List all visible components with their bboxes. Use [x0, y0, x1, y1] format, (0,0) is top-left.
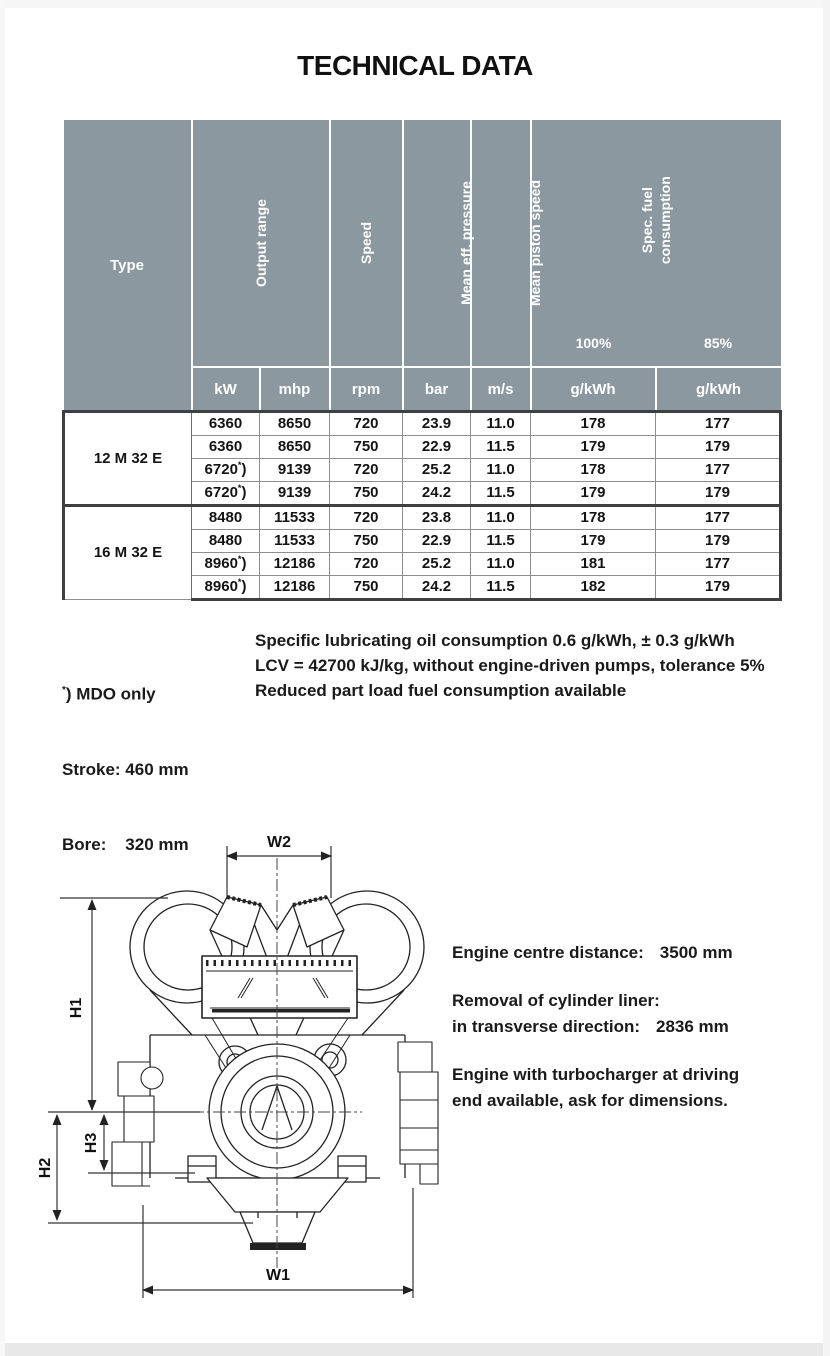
- footnote-bore: Bore: 320 mm: [62, 834, 189, 854]
- liner-removal-value: 2836 mm: [656, 1017, 729, 1036]
- unit-kw: kW: [192, 367, 260, 412]
- table-cell: 11.5: [471, 482, 531, 506]
- mean-piston-speed-label: Mean piston speed: [526, 179, 543, 307]
- table-cell: 182: [531, 576, 656, 600]
- col-header-output-range: [192, 120, 330, 367]
- centre-distance-line: [452, 940, 739, 966]
- charge-air-cooler: [202, 956, 357, 1018]
- valve-cover-left: [210, 897, 261, 947]
- table-cell: 23.9: [403, 412, 471, 436]
- table-cell: 8480: [192, 506, 260, 530]
- table-cell: 11.5: [471, 576, 531, 600]
- dim-label-w1: W1: [266, 1267, 290, 1284]
- table-cell: 178: [531, 506, 656, 530]
- table-cell: 720: [330, 412, 403, 436]
- table-cell: 179: [656, 436, 781, 459]
- table-cell: 750: [330, 530, 403, 553]
- table-cell: 11.0: [471, 459, 531, 482]
- table-cell: 720: [330, 553, 403, 576]
- unit-gkwh-100: g/kWh: [531, 367, 656, 412]
- col-header-spec-fuel-consumption: [531, 120, 781, 320]
- table-cell: 720: [330, 459, 403, 482]
- table-cell: 24.2: [403, 576, 471, 600]
- table-cell: 8650: [260, 436, 330, 459]
- table-cell: 8960*): [192, 576, 260, 600]
- table-cell: 6720*): [192, 482, 260, 506]
- liner-removal-block: [452, 988, 739, 1040]
- table-cell: 6360: [192, 436, 260, 459]
- speed-label: Speed: [358, 221, 375, 265]
- table-header: [64, 120, 781, 412]
- table-cell: 9139: [260, 482, 330, 506]
- table-cell: 11.0: [471, 506, 531, 530]
- centre-distance-label: Engine centre distance:: [452, 943, 644, 962]
- col-header-load-100: 100%: [531, 320, 656, 367]
- table-cell: 181: [531, 553, 656, 576]
- unit-mhp: mhp: [260, 367, 330, 412]
- table-cell: 178: [531, 459, 656, 482]
- unit-bar: bar: [403, 367, 471, 412]
- table-cell: 177: [656, 459, 781, 482]
- technical-data-table: [62, 120, 782, 601]
- engine-drawing: [30, 795, 470, 1340]
- table-cell: 11.5: [471, 530, 531, 553]
- table-cell: 11.0: [471, 412, 531, 436]
- footnote-mdo: *) MDO only: [62, 684, 156, 704]
- page-edge-left: [0, 0, 5, 1356]
- col-header-type: Type: [64, 120, 192, 412]
- col-header-load-85: 85%: [656, 320, 781, 367]
- col-header-mean-piston-speed: [471, 120, 543, 367]
- table-cell: 177: [656, 412, 781, 436]
- dimension-info: [452, 940, 739, 1136]
- table-cell: 8650: [260, 412, 330, 436]
- table-cell: 179: [531, 530, 656, 553]
- table-cell: 11533: [260, 530, 330, 553]
- table-cell: 23.8: [403, 506, 471, 530]
- table-cell: 11.0: [471, 553, 531, 576]
- centre-distance-value: 3500 mm: [659, 943, 733, 962]
- table-cell: 24.2: [403, 482, 471, 506]
- page-edge-right: [823, 0, 830, 1356]
- table-cell: 177: [656, 506, 781, 530]
- engine-type: 12 M 32 E: [64, 412, 192, 506]
- table-cell: 179: [656, 576, 781, 600]
- liner-removal-label: Removal of cylinder liner:: [452, 991, 660, 1010]
- table-cell: 12186: [260, 553, 330, 576]
- table-cell: 9139: [260, 459, 330, 482]
- table-cell: 12186: [260, 576, 330, 600]
- table-cell: 750: [330, 482, 403, 506]
- side-equipment-right: [398, 1042, 438, 1184]
- engine-type: 16 M 32 E: [64, 506, 192, 600]
- page-title: TECHNICAL DATA: [297, 50, 533, 81]
- dim-label-h2: H2: [37, 1157, 54, 1179]
- page-edge-bottom: [0, 1343, 830, 1356]
- unit-rpm: rpm: [330, 367, 403, 412]
- table-cell: 720: [330, 506, 403, 530]
- mean-eff-pressure-label: Mean eff. pressure: [457, 181, 474, 305]
- dim-label-w2: W2: [267, 834, 291, 851]
- table-body: [64, 412, 781, 600]
- spec-fuel-label: Spec. fuel consumption: [638, 176, 674, 264]
- footnote-partload: Reduced part load fuel consumption available: [255, 681, 627, 700]
- table-cell: 179: [531, 482, 656, 506]
- unit-gkwh-85: g/kWh: [656, 367, 781, 412]
- valve-cover-right: [293, 897, 344, 947]
- table-cell: 8960*): [192, 553, 260, 576]
- table-cell: 178: [531, 412, 656, 436]
- table-cell: 22.9: [403, 530, 471, 553]
- col-header-speed: [330, 120, 403, 367]
- table-cell: 11533: [260, 506, 330, 530]
- page-edge-top: [0, 0, 830, 8]
- footnotes-right: [255, 628, 800, 703]
- table-cell: 8480: [192, 530, 260, 553]
- col-header-mean-eff-pressure: [403, 120, 474, 367]
- liner-removal-direction: in transverse direction: 2836 mm: [452, 1017, 729, 1036]
- turbocharger-note: Engine with turbocharger at driving end available, ask for dimensions.: [452, 1065, 740, 1110]
- table-cell: 6720*): [192, 459, 260, 482]
- side-equipment-left: [112, 1062, 163, 1186]
- output-range-label: Output range: [252, 199, 269, 287]
- table-cell: 6360: [192, 412, 260, 436]
- unit-ms: m/s: [471, 367, 531, 412]
- footnote-lcv: LCV = 42700 kJ/kg, without engine-driven pumps, tolerance 5%: [255, 656, 765, 675]
- dim-label-h3: H3: [83, 1132, 100, 1154]
- table-cell: 750: [330, 436, 403, 459]
- dim-w2: [227, 846, 331, 898]
- table-cell: 750: [330, 576, 403, 600]
- dim-label-h1: H1: [68, 997, 85, 1019]
- table-cell: 25.2: [403, 553, 471, 576]
- footnote-lube: Specific lubricating oil consumption 0.6 g/kWh, ± 0.3 g/kWh: [255, 631, 735, 650]
- table-cell: 25.2: [403, 459, 471, 482]
- table-cell: 11.5: [471, 436, 531, 459]
- table-cell: 179: [531, 436, 656, 459]
- table-cell: 177: [656, 553, 781, 576]
- footnote-stroke: Stroke: 460 mm: [62, 759, 189, 779]
- table-cell: 179: [656, 482, 781, 506]
- table-cell: 22.9: [403, 436, 471, 459]
- engine-outline: [112, 891, 438, 1250]
- table-cell: 179: [656, 530, 781, 553]
